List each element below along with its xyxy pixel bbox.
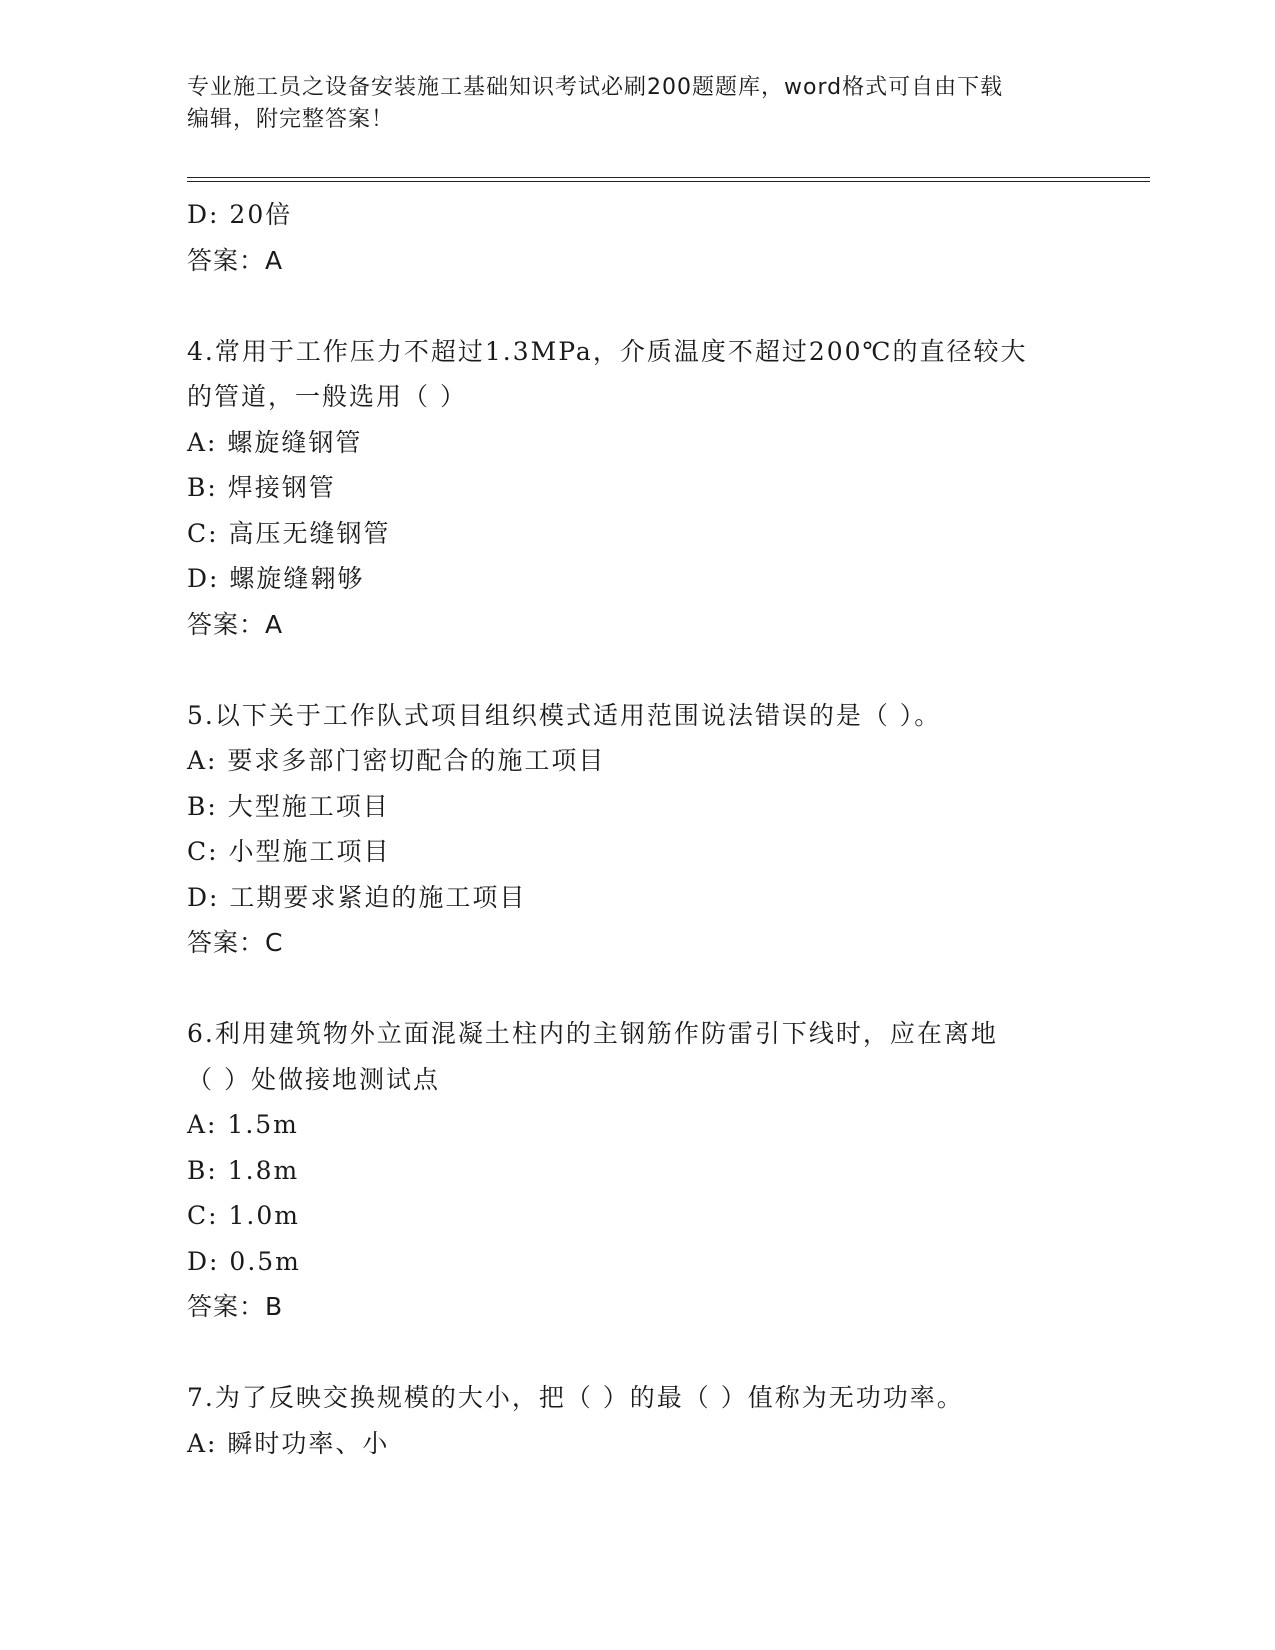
q3-answer: 答案：A bbox=[187, 245, 284, 275]
q4-stem-line-2: 的管道，一般选用（ ） bbox=[187, 382, 467, 411]
document-header bbox=[187, 72, 1087, 136]
q4-option-a: A: 螺旋缝钢管 bbox=[187, 427, 363, 457]
q6-stem-line-1: 6.利用建筑物外立面混凝土柱内的主钢筋作防雷引下线时，应在离地 bbox=[187, 1019, 998, 1048]
header-divider bbox=[187, 177, 1150, 182]
question-6 bbox=[187, 1011, 1087, 1330]
q5-option-d: D: 工期要求紧迫的施工项目 bbox=[187, 882, 527, 912]
q3-option-d: D: 20倍 bbox=[187, 200, 293, 229]
spacer bbox=[187, 966, 1087, 1012]
q5-option-b: B: 大型施工项目 bbox=[187, 791, 390, 821]
q5-option-c: C: 小型施工项目 bbox=[187, 837, 391, 866]
q4-option-b: B: 焊接钢管 bbox=[187, 473, 336, 502]
q5-answer: 答案：C bbox=[187, 928, 284, 957]
q6-option-c: C: 1.0m bbox=[187, 1201, 300, 1230]
question-7 bbox=[187, 1375, 1087, 1466]
question-5 bbox=[187, 693, 1087, 966]
q6-option-b: B: 1.8m bbox=[187, 1155, 300, 1185]
q7-option-a: A: 瞬时功率、小 bbox=[187, 1428, 390, 1458]
q4-answer: 答案：A bbox=[187, 609, 284, 639]
header-line-1: 专业施工员之设备安装施工基础知识考试必刷200题题库，word格式可自由下载 bbox=[187, 75, 1004, 100]
spacer bbox=[187, 647, 1087, 693]
q5-stem-line-1: 5.以下关于工作队式项目组织模式适用范围说法错误的是（ ）。 bbox=[187, 700, 942, 730]
q6-option-a: A: 1.5m bbox=[187, 1110, 299, 1139]
q6-answer: 答案：B bbox=[187, 1292, 284, 1321]
spacer bbox=[187, 283, 1087, 329]
q7-stem-line-1: 7.为了反映交换规模的大小，把（ ）的最（ ）值称为无功功率。 bbox=[187, 1383, 964, 1412]
q6-option-d: D: 0.5m bbox=[187, 1246, 301, 1276]
q5-option-a: A: 要求多部门密切配合的施工项目 bbox=[187, 746, 606, 775]
q4-stem-line-1: 4.常用于工作压力不超过1.3MPa，介质温度不超过200℃的直径较大 bbox=[187, 336, 1028, 366]
document-body bbox=[187, 192, 1087, 1466]
spacer bbox=[187, 1330, 1087, 1376]
q4-option-c: C: 高压无缝钢管 bbox=[187, 518, 391, 548]
question-4 bbox=[187, 329, 1087, 648]
q4-option-d: D: 螺旋缝翱够 bbox=[187, 564, 365, 593]
header-line-2: 编辑，附完整答案！ bbox=[187, 107, 395, 132]
q6-stem-line-2: （ ）处做接地测试点 bbox=[187, 1064, 440, 1094]
